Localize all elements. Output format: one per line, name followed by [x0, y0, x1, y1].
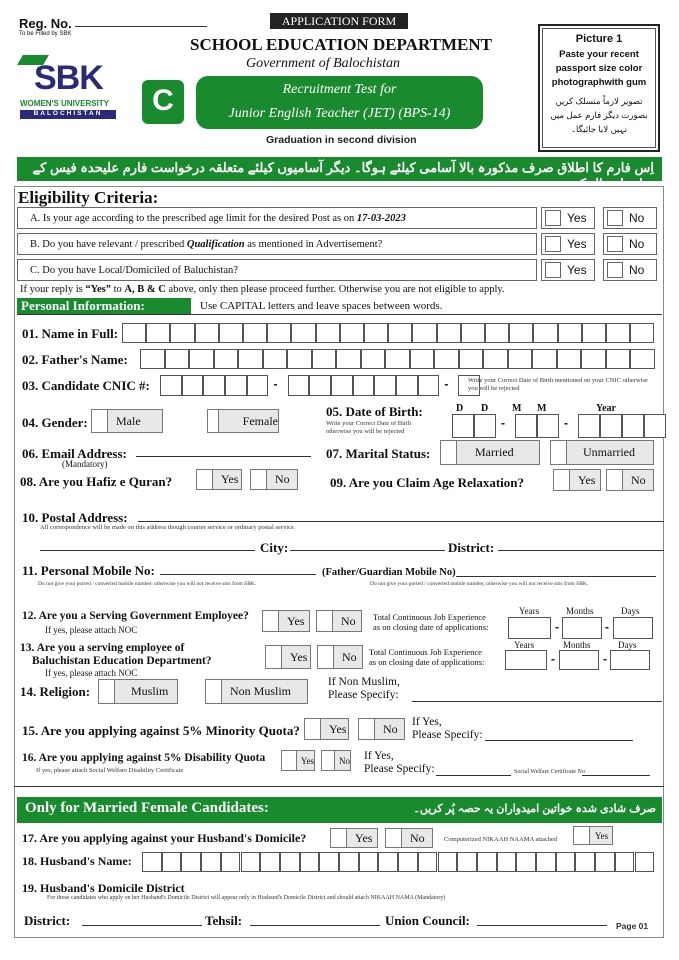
marital-unmarried-option[interactable]: Unmarried — [550, 440, 654, 465]
name-char-box[interactable] — [412, 323, 436, 343]
email-note: (Mandatory) — [62, 459, 108, 469]
name-char-box[interactable] — [195, 323, 219, 343]
years-label: Years — [514, 640, 535, 650]
husband-name-char-box[interactable] — [339, 852, 359, 872]
q19-note: For those candidates who apply on her Husband's Domicile District will appear only in Husband's Domicile District and should attach NIKAAH NAMA (Mandatory) — [47, 895, 446, 901]
name-char-box[interactable] — [485, 323, 509, 343]
separator: - — [605, 620, 609, 634]
address-line-2[interactable] — [40, 550, 255, 551]
husband-name-char-box[interactable] — [457, 852, 477, 872]
name-char-box[interactable] — [364, 323, 388, 343]
husband-name-char-box[interactable] — [418, 852, 438, 872]
eligibility-yes[interactable]: Yes — [541, 259, 595, 281]
cnic-digit-box[interactable] — [160, 375, 182, 396]
urdu-banner: اِس فارم کا اطلاق صرف مذکورہ بالا آسامی کیلئے ہوگا۔ دیگر آسامیوں کیلئے متعلقہ درخواست فارم علیحدہ فیس کے ساتھ ارسال کریں۔ — [17, 157, 662, 181]
q16-note: If yes, please attach Social Welfare Disability Certificate — [36, 767, 184, 774]
q13-days-box[interactable] — [610, 650, 650, 670]
husband-name-char-box[interactable] — [516, 852, 536, 872]
husband-name-char-box[interactable] — [260, 852, 280, 872]
father-name-char-box[interactable] — [214, 349, 239, 369]
cnic-digit-box[interactable] — [225, 375, 247, 396]
hafiz-label: 08. Are you Hafiz e Quran? — [20, 474, 173, 489]
husband-uc-label: Union Council: — [385, 913, 470, 928]
name-char-box[interactable] — [606, 323, 630, 343]
name-label: 01. Name in Full: — [22, 326, 119, 341]
separator: - — [501, 416, 505, 430]
father-name-char-box[interactable] — [238, 349, 263, 369]
cnic-digit-box[interactable] — [353, 375, 375, 396]
name-char-box[interactable] — [243, 323, 267, 343]
father-name-char-box[interactable] — [287, 349, 312, 369]
hafiz-yes[interactable]: Yes — [196, 469, 242, 490]
dob-digit-box[interactable] — [452, 414, 474, 438]
husband-name-char-box[interactable] — [241, 852, 261, 872]
cnic-digit-box[interactable] — [418, 375, 440, 396]
dob-digit-box[interactable] — [622, 414, 644, 438]
q16-specify-label: If Yes, Please Specify: — [364, 750, 435, 775]
picture-title: Picture 1 — [575, 33, 623, 45]
sw-cert-field[interactable] — [582, 775, 650, 776]
dob-d: D — [456, 403, 464, 414]
husband-name-char-box[interactable] — [635, 852, 655, 872]
postal-label: 10. Postal Address: — [22, 510, 128, 525]
husband-tehsil-label: Tehsil: — [205, 913, 243, 928]
dob-m: M — [512, 403, 522, 414]
name-char-box[interactable] — [170, 323, 194, 343]
religion-non-muslim[interactable]: Non Muslim — [205, 679, 308, 704]
test-line1: Recruitment Test for — [282, 82, 397, 97]
name-char-box[interactable] — [509, 323, 533, 343]
guardian-mobile-field[interactable] — [456, 576, 656, 577]
reg-no-field[interactable] — [75, 26, 207, 27]
sbk-logo — [18, 55, 118, 125]
dob-digit-box[interactable] — [578, 414, 600, 438]
gender-label: 04. Gender: — [22, 415, 88, 430]
name-char-box[interactable] — [122, 323, 146, 343]
marital-married-option[interactable]: Married — [440, 440, 540, 465]
husband-tehsil-field[interactable] — [250, 925, 380, 926]
husband-name-char-box[interactable] — [438, 852, 458, 872]
q16-yes[interactable]: Yes — [281, 750, 315, 771]
q13-no[interactable]: No — [317, 645, 363, 669]
q13-yes[interactable]: Yes — [265, 645, 311, 669]
q17-no[interactable]: No — [385, 828, 433, 848]
name-char-box[interactable] — [437, 323, 461, 343]
name-char-box[interactable] — [219, 323, 243, 343]
department-title: SCHOOL EDUCATION DEPARTMENT — [190, 35, 492, 54]
picture-urdu-note: تصویر لازماً منسلک کریں بصورت دیگر فارم عمل میں نہیں لایا جائیگا۔ — [550, 96, 648, 134]
dob-d: D — [481, 403, 489, 414]
father-name-char-box[interactable] — [410, 349, 435, 369]
hafiz-no[interactable]: No — [250, 469, 298, 490]
father-name-char-box[interactable] — [189, 349, 214, 369]
email-label: 06. Email Address: — [22, 446, 127, 461]
eligibility-yes[interactable]: Yes — [541, 233, 595, 255]
husband-name-char-box[interactable] — [181, 852, 201, 872]
name-char-box[interactable] — [267, 323, 291, 343]
mobile-note: Do not give your ported / converted mobile number, otherwise you will not receive sms from SBK. — [38, 581, 257, 587]
name-char-box[interactable] — [582, 323, 606, 343]
cnic-label: 03. Candidate CNIC #: — [22, 378, 150, 393]
father-name-char-box[interactable] — [483, 349, 508, 369]
q15-specify-field[interactable] — [485, 740, 633, 741]
q13-months-box[interactable] — [559, 650, 599, 670]
logo-text: SBK — [34, 59, 103, 97]
age-relax-label: 09. Are you Claim Age Relaxation? — [330, 475, 525, 490]
eligibility-question: A. Is your age according to the prescribed age limit for the desired Post as on 17-03-2023 — [17, 207, 537, 229]
guardian-mobile-note: Do not give your ported / converted mobile number, otherwise you will not receive sms from SBK. — [370, 581, 589, 587]
reg-no-label: Reg. No. — [19, 16, 72, 31]
eligibility-note: If your reply is “Yes” to A, B & C above, only then please proceed further. Otherwise you are not eligible to apply. — [20, 284, 505, 295]
q16-label: 16. Are you applying against 5% Disability Quota — [22, 752, 266, 764]
father-name-char-box[interactable] — [630, 349, 655, 369]
district-field[interactable] — [498, 550, 664, 551]
dob-year: Year — [596, 403, 616, 414]
picture-box[interactable] — [538, 24, 660, 152]
years-label: Years — [519, 606, 540, 616]
husband-name-char-box[interactable] — [536, 852, 556, 872]
name-char-box[interactable] — [291, 323, 315, 343]
eligibility-question: B. Do you have relevant / prescribed Qualification as mentioned in Advertisement? — [17, 233, 537, 255]
divider — [14, 786, 664, 787]
religion-label: 14. Religion: — [20, 684, 91, 699]
cnic-digit-box[interactable] — [182, 375, 204, 396]
husband-name-char-box[interactable] — [575, 852, 595, 872]
qualification-text: Graduation in second division — [266, 134, 417, 146]
cnic-digit-box[interactable] — [203, 375, 225, 396]
husband-name-char-box[interactable] — [497, 852, 517, 872]
cnic-digit-box[interactable] — [331, 375, 353, 396]
separator: - — [555, 620, 559, 634]
q17-label: 17. Are you applying against your Husband's Domicile? — [22, 831, 307, 845]
eligibility-yes[interactable]: Yes — [541, 207, 595, 229]
form-badge: APPLICATION FORM — [270, 13, 408, 29]
father-name-char-box[interactable] — [336, 349, 361, 369]
father-name-char-box[interactable] — [385, 349, 410, 369]
separator: - — [564, 416, 568, 430]
father-name-char-box[interactable] — [165, 349, 190, 369]
father-name-label: 02. Father's Name: — [22, 352, 128, 367]
husband-name-char-box[interactable] — [280, 852, 300, 872]
q12-label: 12. Are you a Serving Government Employee? — [22, 610, 249, 622]
cnic-digit-box[interactable] — [288, 375, 310, 396]
q13-experience-label: Total Continuous Job Experience as on closing date of applications: — [369, 647, 485, 667]
q12-noc-note: If yes, please attach NOC — [45, 625, 138, 635]
guardian-mobile-label: (Father/Guardian Mobile No) — [322, 567, 456, 578]
cnic-note: Write your Correct Date of Birth mentioned on your CNIC otherwise you will be rejected — [468, 377, 648, 392]
husband-district-field[interactable] — [82, 925, 202, 926]
age-relax-no[interactable]: No — [606, 469, 654, 491]
father-name-char-box[interactable] — [263, 349, 288, 369]
father-name-char-box[interactable] — [606, 349, 631, 369]
q12-yes[interactable]: Yes — [262, 610, 310, 632]
husband-name-char-box[interactable] — [201, 852, 221, 872]
q12-months-box[interactable] — [562, 617, 602, 639]
dob-digit-box[interactable] — [515, 414, 537, 438]
separator: - — [551, 652, 555, 666]
husband-name-char-box[interactable] — [162, 852, 182, 872]
name-char-box[interactable] — [533, 323, 557, 343]
name-char-box[interactable] — [630, 323, 654, 343]
name-char-box[interactable] — [146, 323, 170, 343]
months-label: Months — [566, 606, 594, 616]
gender-female-option[interactable]: Female — [207, 409, 279, 433]
husband-uc-field[interactable] — [477, 925, 607, 926]
postal-note: All correspondence will be made on this address though courier service or ordinary postal service. — [40, 524, 296, 531]
father-name-char-box[interactable] — [140, 349, 165, 369]
q19-label: 19. Husband's Domicile District — [22, 881, 185, 895]
checkbox[interactable] — [92, 410, 108, 432]
husband-name-char-box[interactable] — [615, 852, 635, 872]
dob-digit-box[interactable] — [600, 414, 622, 438]
cnic-digit-box[interactable] — [247, 375, 269, 396]
husband-name-label: 18. Husband's Name: — [22, 854, 132, 868]
age-relax-yes[interactable]: Yes — [553, 469, 601, 491]
husband-name-char-box[interactable] — [398, 852, 418, 872]
dob-digit-box[interactable] — [474, 414, 496, 438]
father-name-char-box[interactable] — [532, 349, 557, 369]
father-name-char-box[interactable] — [508, 349, 533, 369]
cnic-digit-box[interactable] — [309, 375, 331, 396]
nikah-yes[interactable]: Yes — [573, 826, 613, 845]
dob-digit-box[interactable] — [537, 414, 559, 438]
name-char-box[interactable] — [558, 323, 582, 343]
email-field[interactable] — [136, 456, 311, 457]
q15-yes[interactable]: Yes — [304, 718, 349, 740]
district-label: District: — [448, 540, 495, 555]
husband-name-char-box[interactable] — [319, 852, 339, 872]
city-label: City: — [260, 540, 289, 555]
sw-cert-label: Social Welfare Certificate No — [514, 769, 585, 775]
marital-label: 07. Marital Status: — [326, 446, 431, 461]
mobile-label: 11. Personal Mobile No: — [22, 563, 155, 578]
dob-digit-box[interactable] — [644, 414, 666, 438]
q12-years-box[interactable] — [508, 617, 551, 639]
personal-info-header: Personal Information: — [17, 298, 191, 315]
q15-label: 15. Are you applying against 5% Minority Quota? — [22, 723, 300, 738]
name-char-box[interactable] — [316, 323, 340, 343]
father-name-char-box[interactable] — [557, 349, 582, 369]
checkbox[interactable] — [208, 410, 219, 432]
mobile-field[interactable] — [160, 574, 316, 575]
divider — [17, 314, 662, 315]
q13-label: 13. Are you a serving employee of Baluchistan Education Department? — [20, 642, 212, 667]
separator: - — [444, 377, 449, 391]
married-title: Only for Married Female Candidates: — [25, 800, 269, 816]
logo-sub1: WOMEN'S UNIVERSITY — [20, 99, 110, 108]
q15-no[interactable]: No — [358, 718, 405, 740]
q17-yes[interactable]: Yes — [330, 828, 378, 848]
husband-name-char-box[interactable] — [477, 852, 497, 872]
months-label: Months — [563, 640, 591, 650]
days-label: Days — [621, 606, 640, 616]
cnic-digit-box[interactable] — [374, 375, 396, 396]
q15-specify-label: If Yes, Please Specify: — [412, 716, 483, 741]
father-name-char-box[interactable] — [361, 349, 386, 369]
category-badge: C — [142, 80, 184, 124]
eligibility-question: C. Do you have Local/Domiciled of Baluchistan? — [17, 259, 537, 281]
father-name-char-box[interactable] — [312, 349, 337, 369]
eligibility-no[interactable]: No — [603, 207, 657, 229]
father-name-char-box[interactable] — [459, 349, 484, 369]
postal-field[interactable] — [138, 521, 664, 522]
q12-days-box[interactable] — [613, 617, 653, 639]
personal-info-instruction: Use CAPITAL letters and leave spaces between words. — [200, 300, 443, 312]
husband-district-label: District: — [24, 913, 71, 928]
government-subtitle: Government of Balochistan — [246, 56, 400, 71]
married-section-header — [17, 797, 662, 823]
days-label: Days — [618, 640, 637, 650]
religion-muslim[interactable]: Muslim — [98, 679, 178, 704]
eligibility-no[interactable]: No — [603, 259, 657, 281]
reg-no-note: To be Filled by SBK — [19, 31, 72, 37]
q13-years-box[interactable] — [505, 650, 547, 670]
separator: - — [603, 652, 607, 666]
eligibility-no[interactable]: No — [603, 233, 657, 255]
husband-name-char-box[interactable] — [595, 852, 615, 872]
father-name-char-box[interactable] — [581, 349, 606, 369]
husband-name-char-box[interactable] — [359, 852, 379, 872]
q12-experience-label: Total Continuous Job Experience as on closing date of applications: — [373, 612, 489, 632]
husband-name-char-box[interactable] — [378, 852, 398, 872]
non-muslim-specify-label: If Non Muslim, Please Specify: — [328, 676, 400, 701]
q13-noc-note: If yes, please attach NOC — [45, 668, 138, 678]
nikah-label: Computerized NIKAAH NAAMA attached — [444, 836, 558, 843]
husband-name-char-box[interactable] — [556, 852, 576, 872]
dob-label: 05. Date of Birth: — [326, 404, 423, 419]
father-name-char-box[interactable] — [434, 349, 459, 369]
husband-name-char-box[interactable] — [221, 852, 241, 872]
q16-specify-field[interactable] — [436, 775, 511, 776]
test-title-banner — [196, 76, 483, 129]
page-number: Page 01 — [616, 921, 649, 931]
name-char-box[interactable] — [340, 323, 364, 343]
test-line2: Junior English Teacher (JET) (BPS-14) — [228, 106, 451, 121]
dob-m: M — [537, 403, 547, 414]
q16-no[interactable]: No — [321, 750, 351, 771]
dob-note: Write your Correct Date of Birth otherwise you will be rejected — [326, 420, 412, 435]
name-char-box[interactable] — [388, 323, 412, 343]
city-field[interactable] — [290, 550, 445, 551]
religion-specify-field[interactable] — [412, 701, 662, 702]
q12-no[interactable]: No — [316, 610, 362, 632]
husband-name-char-box[interactable] — [300, 852, 320, 872]
separator: - — [273, 377, 278, 391]
cnic-digit-box[interactable] — [396, 375, 418, 396]
eligibility-title: Eligibility Criteria: — [18, 188, 159, 207]
married-urdu: صرف شادی شدہ خواتین امیدواران یہ حصہ پُر کریں۔ — [413, 803, 656, 815]
logo-sub2: BALOCHISTAN — [20, 110, 116, 119]
picture-instruction: Paste your recent passport size color photographwith gum — [551, 49, 647, 88]
gender-male-option[interactable]: Male — [91, 409, 163, 433]
husband-name-char-box[interactable] — [142, 852, 162, 872]
name-char-box[interactable] — [461, 323, 485, 343]
